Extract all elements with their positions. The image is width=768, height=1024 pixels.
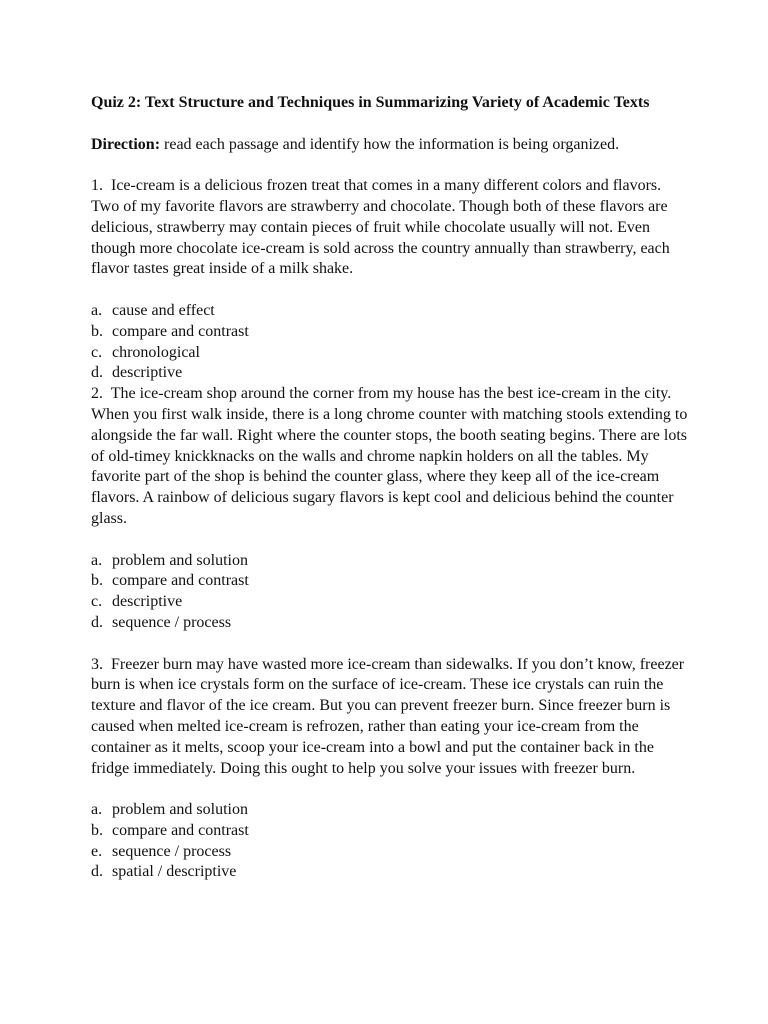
- question-1-options: [91, 301, 691, 384]
- option-letter: c.: [91, 593, 103, 611]
- direction-line: [91, 135, 691, 156]
- option-letter: a.: [91, 551, 103, 569]
- option-text: problem and solution: [112, 551, 248, 569]
- option-letter: a.: [91, 301, 103, 319]
- option-text: compare and contrast: [112, 322, 249, 340]
- question-3-number: 3.: [91, 655, 103, 673]
- option-text: cause and effect: [112, 301, 215, 319]
- option-letter: b.: [91, 821, 103, 839]
- question-1-option-a: [91, 301, 691, 322]
- question-1-passage: [91, 176, 691, 280]
- direction-label: Direction:: [91, 135, 161, 153]
- option-letter: e.: [91, 842, 103, 860]
- option-text: compare and contrast: [112, 572, 249, 590]
- question-2-passage: [91, 384, 691, 530]
- quiz-title: Quiz 2: Text Structure and Techniques in Summarizing Variety of Academic Texts: [91, 94, 650, 111]
- option-text: sequence / process: [112, 842, 232, 860]
- question-1-option-c: [91, 343, 691, 364]
- question-3-option-a: [91, 800, 691, 821]
- question-1-option-d: [91, 363, 691, 384]
- option-letter: b.: [91, 322, 103, 340]
- question-3-text: Freezer burn may have wasted more ice-cream than sidewalks. If you don’t know, freezer burn is when ice crystals form on the surface of ice-cream. These ice crystals can ruin the texture and flavor of the ice cream. But you can prevent freezer burn. Since freezer burn is caused when melted ice-cream is refrozen, rather than eating your ice-cream from the container as it melts, scoop your ice-cream into a bowl and put the container back in the fridge immediately. Doing this ought to help you solve your issues with freezer burn.: [91, 655, 685, 777]
- question-2-text: The ice-cream shop around the corner from my house has the best ice-cream in the city. When you first walk inside, there is a long chrome counter with matching stools extending to alongside the far wall. Right where the counter stops, the booth seating begins. There are lots of old-timey knickknacks on the walls and chrome napkin holders on all the tables. My favorite part of the shop is behind the counter glass, where they keep all of the ice-cream flavors. A rainbow of delicious sugary flavors is kept cool and delicious behind the counter glass.: [91, 385, 688, 527]
- option-letter: c.: [91, 343, 103, 361]
- option-text: descriptive: [112, 593, 183, 611]
- question-3-option-c: [91, 842, 691, 863]
- option-text: sequence / process: [112, 613, 232, 631]
- question-2-number: 2.: [91, 385, 103, 403]
- option-letter: a.: [91, 801, 103, 819]
- option-text: chronological: [112, 343, 200, 361]
- document-page: [91, 93, 691, 883]
- question-3-options: [91, 800, 691, 883]
- question-1-option-b: [91, 322, 691, 343]
- option-letter: d.: [91, 863, 103, 881]
- option-letter: d.: [91, 613, 103, 631]
- question-2-option-b: [91, 571, 691, 592]
- question-2-option-d: [91, 613, 691, 634]
- option-text: problem and solution: [112, 801, 248, 819]
- option-letter: d.: [91, 364, 103, 382]
- option-letter: b.: [91, 572, 103, 590]
- question-3-option-b: [91, 821, 691, 842]
- question-2-options: [91, 551, 691, 634]
- question-3-option-d: [91, 862, 691, 883]
- question-2-option-c: [91, 592, 691, 613]
- question-3-passage: [91, 655, 691, 780]
- question-1-text: Ice-cream is a delicious frozen treat that comes in a many different colors and flavors. Two of my favorite flavors are strawberry and chocolate. Though both of these flavors are delicious, strawberry may contain pieces of fruit while chocolate usually will not. Even though more chocolate ice-cream is sold across the country annually than strawberry, each flavor tastes great inside of a milk shake.: [91, 177, 670, 278]
- question-2-option-a: [91, 551, 691, 572]
- option-text: compare and contrast: [112, 821, 249, 839]
- direction-text: read each passage and identify how the information is being organized.: [160, 135, 620, 153]
- option-text: descriptive: [112, 364, 183, 382]
- question-1-number: 1.: [91, 177, 103, 195]
- option-text: spatial / descriptive: [112, 863, 237, 881]
